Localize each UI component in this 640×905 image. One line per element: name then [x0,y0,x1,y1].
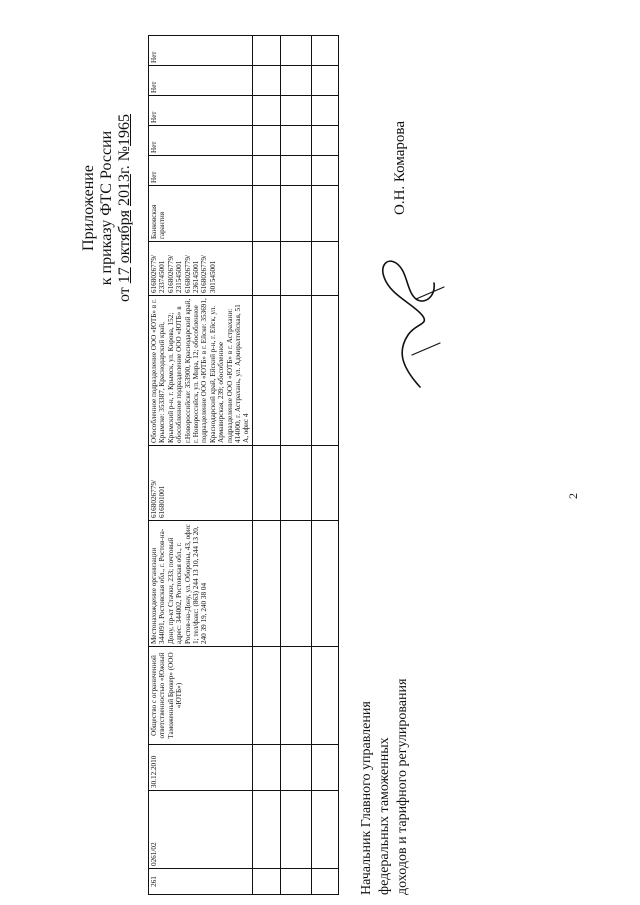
cell-flag-5: Нет [149,36,253,66]
appendix-title: Приложение [80,165,97,251]
order-number: 1965 [116,114,133,146]
approver-title [358,635,412,895]
page-number: 2 [566,493,580,499]
registry-table [148,35,339,895]
cell-inn-kpp: 6168026779/ 616801001 [149,446,253,521]
order-day: 17 [116,267,133,284]
order-year-suffix: г. [116,165,133,175]
order-year: 2013 [116,174,133,207]
appendix-header [80,93,134,323]
approver-line-3: доходов и тарифного регулирования [395,678,410,895]
table-row-empty [280,36,311,895]
cell-flag-1: Нет [149,156,253,186]
cell-branch-inn-kpp: 6168026779/ 233745001 6168026779/ 231545001 6168026779/ 236145001 6168026779/ 301545001 [149,242,253,296]
table-row-empty [311,36,338,895]
appendix-order-date [116,93,134,323]
cell-flag-2: Нет [149,126,253,156]
cell-code: 0261/02 [149,791,253,869]
cell-flag-3: Нет [149,96,253,126]
table-row-empty [252,36,280,895]
table-row [149,36,253,895]
cell-index: 261 [149,869,253,895]
cell-branches: Обособленное подразделение ООО «ЮТБ» в г. Крымске: 353387, Краснодарский край, Крымский р-н, г. Крымск, ул. Кирова, 152; обособленное подразделение ООО «ЮТБ» в г.Новороссийске: 353900, Краснодарский край, г. Новороссийск, ул. Мира, 12; обособленное подразделение ООО «ЮТБ» в г. Ейске: 353691, Краснодарский край, Ейский р-н, г. Ейск, ул. Армавирская, 239; обособленное подразделение ООО «ЮТБ» в г. Астрахани: 414000, г. Астрахань, ул. Адмиралтейская, 51 А, офис 4 [149,296,253,446]
cell-company: Общество с ограниченной ответственностью «Южный Таможенный Брокер» (ООО «ЮТБ») [149,647,253,745]
handwritten-signature [360,245,455,395]
cell-flag-4: Нет [149,66,253,96]
cell-security: Банковская гарантия [149,186,253,242]
approver-name: О.Н. Комарова [392,121,408,215]
approver-line-1: Начальник Главного управления [359,701,374,895]
order-from: от [116,287,133,303]
order-month: октября [116,210,133,264]
appendix-order-ref: к приказу ФТС России [98,130,115,286]
cell-address: Местонахождение организации 344091, Ростовская обл., г. Ростов-на-Дону, пр-кт Стачки, 233; почтовый адрес: 344002, Ростовская обл., г. Ростов-на-Дону, ул. Обороны, 43, офис 1; тел/факс: (863) 244 13 10, 244 13 20, 240 39 19, 240 38 04 [149,521,253,647]
order-number-sign: № [116,146,133,162]
approver-line-2: федеральных таможенных [377,737,392,895]
cell-date: 30.12.2010 [149,745,253,791]
